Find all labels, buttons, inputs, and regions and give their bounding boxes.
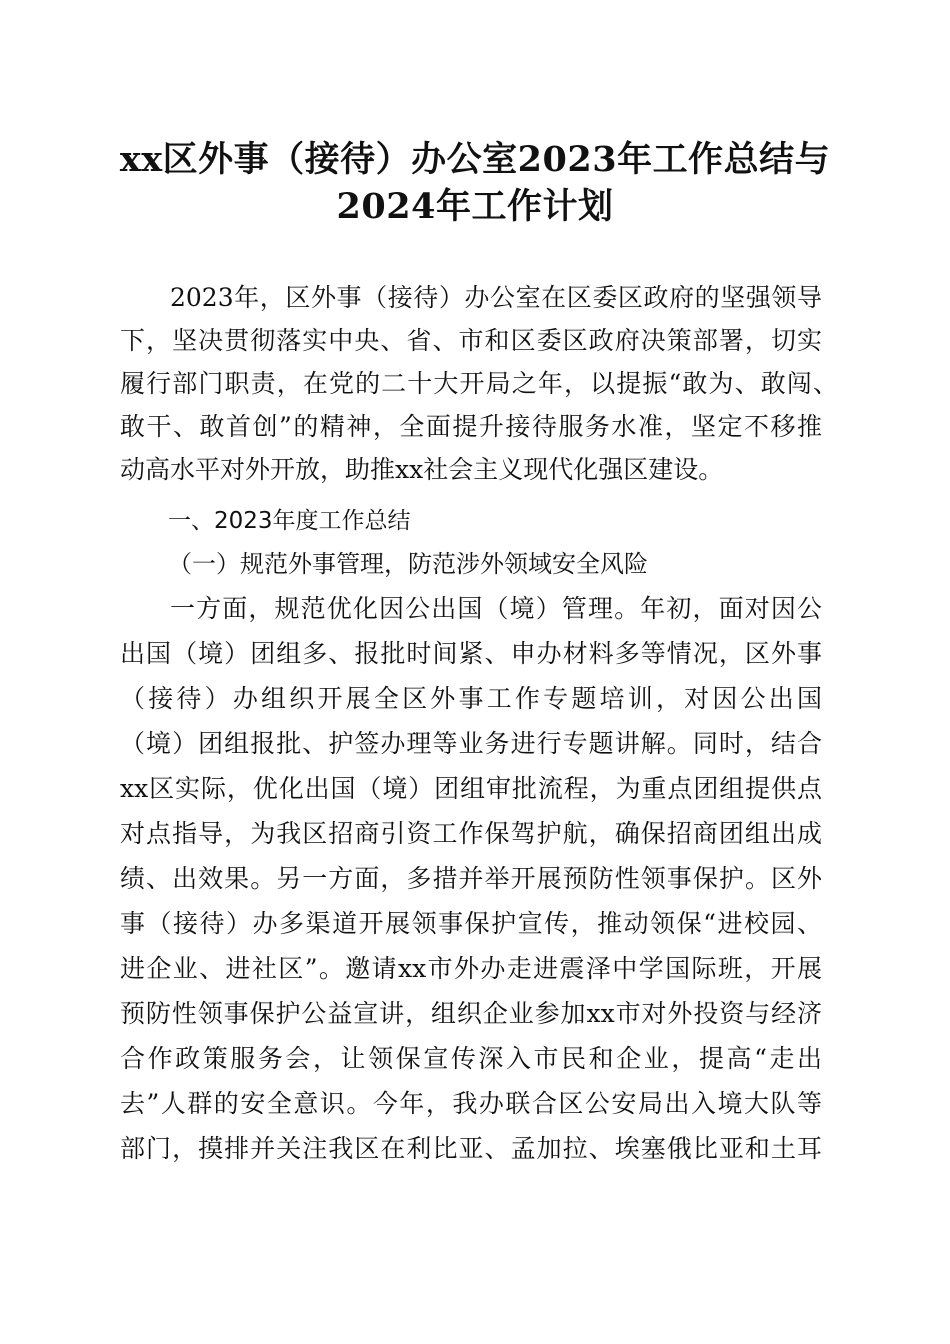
body-line: （境）团组报批、护签办理等业务进行专题讲解。同时，结合 [120, 729, 822, 758]
body-line: 出国（境）团组多、报批时间紧、申办材料多等情况，区外事 [120, 639, 822, 668]
intro-line: 2023年，区外事（接待）办公室在区委区政府的坚强领导 [170, 283, 822, 312]
body-line: 事（接待）办多渠道开展领事保护宣传，推动领保“进校园、 [120, 909, 822, 938]
body-line: （接待）办组织开展全区外事工作专题培训，对因公出国 [120, 684, 822, 713]
document-title-line-2: 2024年工作计划 [336, 186, 614, 227]
body-line: 进企业、进社区”。邀请xx市外办走进震泽中学国际班，开展 [120, 954, 822, 983]
body-line: 预防性领事保护公益宣讲，组织企业参加xx市对外投资与经济 [120, 999, 822, 1028]
body-line: 一方面，规范优化因公出国（境）管理。年初，面对因公 [170, 594, 822, 623]
body-line: 去”人群的安全意识。今年，我办联合区公安局出入境大队等 [120, 1089, 822, 1118]
section-heading: 一、2023年度工作总结 [168, 508, 411, 534]
body-line: 部门，摸排并关注我区在利比亚、孟加拉、埃塞俄比亚和土耳 [120, 1134, 822, 1163]
subsection-heading: （一）规范外事管理，防范涉外领域安全风险 [168, 550, 648, 578]
document-title-line-1: xx区外事（接待）办公室2023年工作总结与 [119, 139, 831, 180]
intro-line: 履行部门职责，在党的二十大开局之年，以提振“敢为、敢闯、 [120, 369, 838, 398]
body-line: xx区实际，优化出国（境）团组审批流程，为重点团组提供点 [120, 774, 822, 803]
body-line: 合作政策服务会，让领保宣传深入市民和企业，提高“走出 [120, 1044, 822, 1073]
intro-line: 敢干、敢首创”的精神，全面提升接待服务水准，坚定不移推 [120, 412, 822, 441]
intro-line: 动高水平对外开放，助推xx社会主义现代化强区建设。 [120, 455, 724, 484]
intro-line: 下，坚决贯彻落实中央、省、市和区委区政府决策部署，切实 [120, 326, 822, 355]
body-line: 绩、出效果。另一方面，多措并举开展预防性领事保护。区外 [120, 864, 822, 893]
body-line: 对点指导，为我区招商引资工作保驾护航，确保招商团组出成 [120, 819, 822, 848]
